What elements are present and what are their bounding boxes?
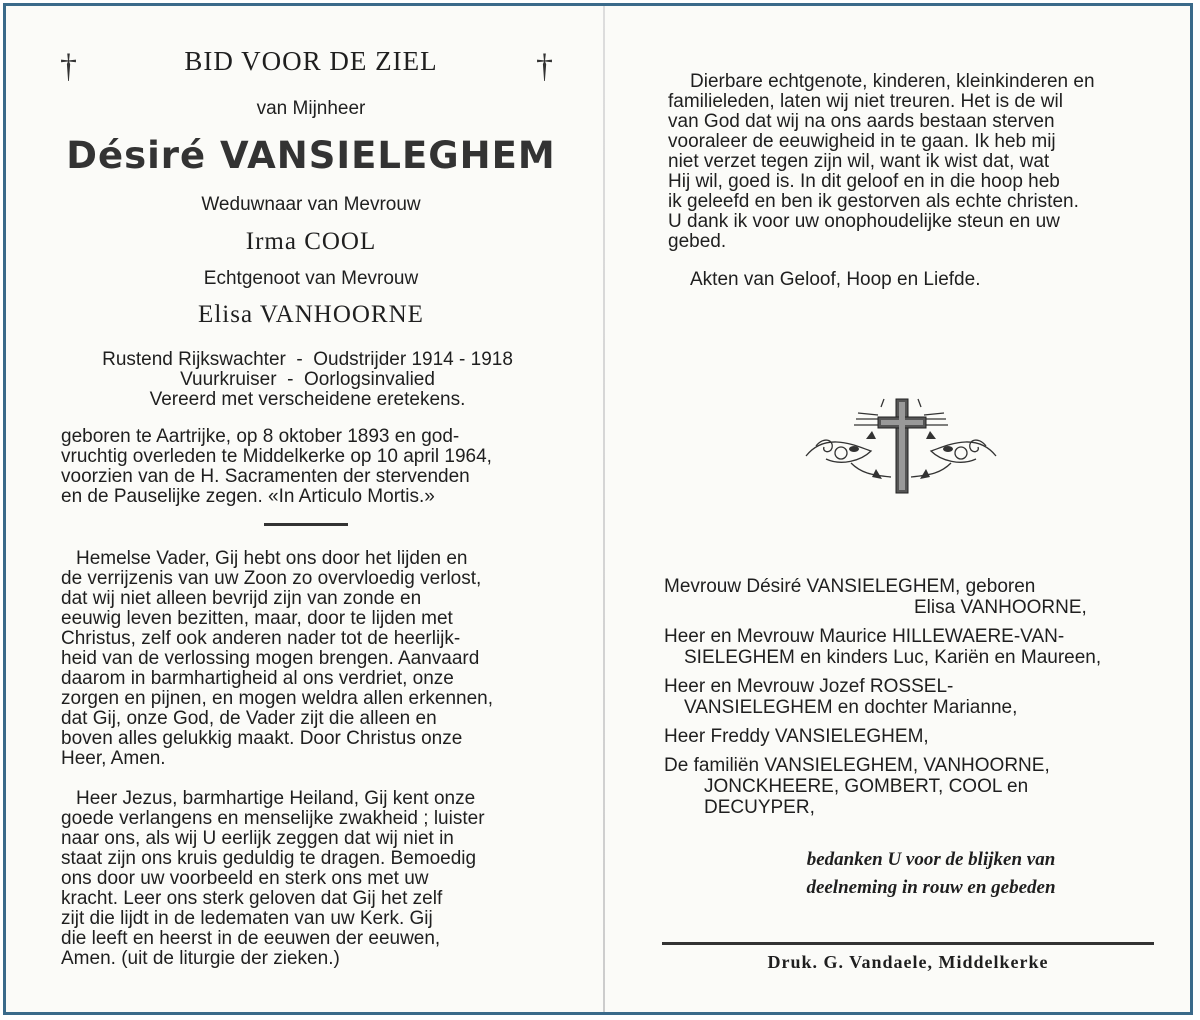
family-line: DECUYPER,: [704, 797, 815, 818]
prayer-line: goede verlangens en menselijke zwakheid ; luister: [61, 808, 485, 829]
thanks-line: bedanken U voor de blijken van: [806, 849, 1056, 870]
farewell-line: niet verzet tegen zijn wil, want ik wist dat, wat: [668, 151, 1050, 172]
prayer-line: boven alles gelukkig maakt. Door Christus onze: [61, 728, 463, 749]
thanks-block: [746, 846, 1116, 902]
prayer-line: Heer, Amen.: [61, 748, 166, 769]
card-title: BID VOOR DE ZIEL: [184, 46, 438, 76]
farewell-line: ik geleefd en ben ik gestorven als echte christen.: [668, 191, 1079, 212]
prayer-line: Heer Jezus, barmhartige Heiland, Gij kent onze: [76, 788, 476, 809]
family-entry: [664, 626, 1101, 668]
prayer-line: heid van de verlossing mogen brengen. Aanvaard: [61, 648, 480, 669]
prayer-line: staat zijn ons kruis geduldig te dragen. Bemoedig: [61, 848, 477, 869]
printer-credit: Druk. G. Vandaele, Middelkerke: [767, 952, 1049, 972]
prayer-line: dat Gij, onze God, de Vader zijt die alleen en: [61, 708, 437, 729]
family-line: De familiën VANSIELEGHEM, VANHOORNE,: [664, 755, 1050, 776]
birth-death-block: [61, 427, 554, 507]
farewell-line: Dierbare echtgenote, kinderen, kleinkinderen en: [690, 71, 1095, 92]
cross-right-icon: †: [536, 48, 553, 85]
prayer-block-1: [61, 549, 554, 769]
titles-block: [61, 350, 554, 410]
farewell-block: [668, 72, 1164, 252]
prayer-line: ons door uw voorbeeld en sterk ons met uw: [61, 868, 429, 889]
farewell-line: Hij wil, goed is. In dit geloof en in die hoop heb: [668, 171, 1060, 192]
prayer-line: daarom in barmhartigheid al ons verdriet, onze: [61, 668, 454, 689]
prayer-line: eeuwig leven bezitten, maar, door te lijden met: [61, 608, 453, 629]
prayer-line: dat wij niet alleen bevrijd zijn van zonde en: [61, 588, 422, 609]
acts-line: Akten van Geloof, Hoop en Liefde.: [690, 269, 981, 290]
first-wife-name: Irma COOL: [245, 228, 377, 255]
farewell-line: familieleden, laten wij niet treuren. Het is de wil: [668, 91, 1063, 112]
farewell-line: van God dat wij na ons aards bestaan sterven: [668, 111, 1055, 132]
family-line: Heer en Mevrouw Jozef ROSSEL-: [664, 676, 954, 697]
prayer-line: zorgen en pijnen, en mogen weldra allen erkennen,: [61, 688, 494, 709]
prayer-line: kracht. Leer ons sterk geloven dat Gij het zelf: [61, 888, 443, 909]
memorial-card: [3, 3, 1193, 1015]
family-entry: [664, 755, 1101, 818]
prayer-block-2: [61, 789, 554, 969]
prayer-line: zijt die lijdt in de ledematen van uw Kerk. Gij: [61, 908, 433, 929]
prayer-line: die leeft en heerst in de eeuwen der eeuwen,: [61, 928, 441, 949]
family-line: Heer en Mevrouw Maurice HILLEWAERE-VAN-: [664, 626, 1065, 647]
family-entry: [664, 726, 1101, 747]
husband-of: Echtgenoot van Mevrouw: [203, 268, 419, 289]
cross-left-icon: †: [60, 48, 77, 85]
family-line: SIELEGHEM en kinders Luc, Kariën en Maureen,: [684, 647, 1102, 668]
family-line: JONCKHEERE, GOMBERT, COOL en: [704, 776, 1029, 797]
prayer-line: Amen. (uit de liturgie der zieken.): [61, 948, 340, 969]
titles-line: Rustend Rijkswachter - Oudstrijder 1914 - 1918: [102, 349, 513, 370]
card-fold: [603, 6, 605, 1012]
farewell-line: gebed.: [668, 231, 727, 252]
footer-rule: [662, 942, 1154, 945]
widower-of: Weduwnaar van Mevrouw: [201, 194, 421, 215]
birth-death-line: voorzien van de H. Sacramenten der stervenden: [61, 466, 470, 487]
family-list: [664, 576, 1101, 818]
family-entry: [664, 676, 1101, 718]
prayer-line: Hemelse Vader, Gij hebt ons door het lijden en: [76, 548, 468, 569]
van-mijnheer: van Mijnheer: [256, 98, 366, 119]
prayer-line: Christus, zelf ook anderen nader tot de heerlijk-: [61, 628, 461, 649]
second-wife-name: Elisa VANHOORNE: [198, 301, 424, 328]
prayer-line: de verrijzenis van uw Zoon zo overvloedig verlost,: [61, 568, 482, 589]
family-line: Elisa VANHOORNE,: [914, 597, 1087, 618]
birth-death-line: geboren te Aartrijke, op 8 oktober 1893 en god-: [61, 426, 460, 447]
separator-line: [264, 523, 348, 526]
deceased-name: Désiré VANSIELEGHEM: [66, 134, 556, 177]
thanks-line: deelneming in rouw en gebeden: [806, 877, 1056, 898]
cross-ornament-icon: [796, 391, 1006, 496]
farewell-line: U dank ik voor uw onophoudelijke steun en uw: [668, 211, 1060, 232]
family-line: Heer Freddy VANSIELEGHEM,: [664, 726, 929, 747]
titles-line: Vuurkruiser - Oorlogsinvalied: [180, 369, 435, 390]
family-line: VANSIELEGHEM en dochter Marianne,: [684, 697, 1018, 718]
family-line: Mevrouw Désiré VANSIELEGHEM, geboren: [664, 576, 1036, 597]
birth-death-line: vruchtig overleden te Middelkerke op 10 april 1964,: [61, 446, 492, 467]
family-entry: [664, 576, 1101, 618]
prayer-line: naar ons, als wij U eerlijk zeggen dat wij niet in: [61, 828, 454, 849]
titles-line: Vereerd met verscheidene eretekens.: [149, 389, 466, 410]
farewell-line: vooraleer de eeuwigheid in te gaan. Ik heb mij: [668, 131, 1056, 152]
birth-death-line: en de Pauselijke zegen. «In Articulo Mortis.»: [61, 486, 435, 507]
